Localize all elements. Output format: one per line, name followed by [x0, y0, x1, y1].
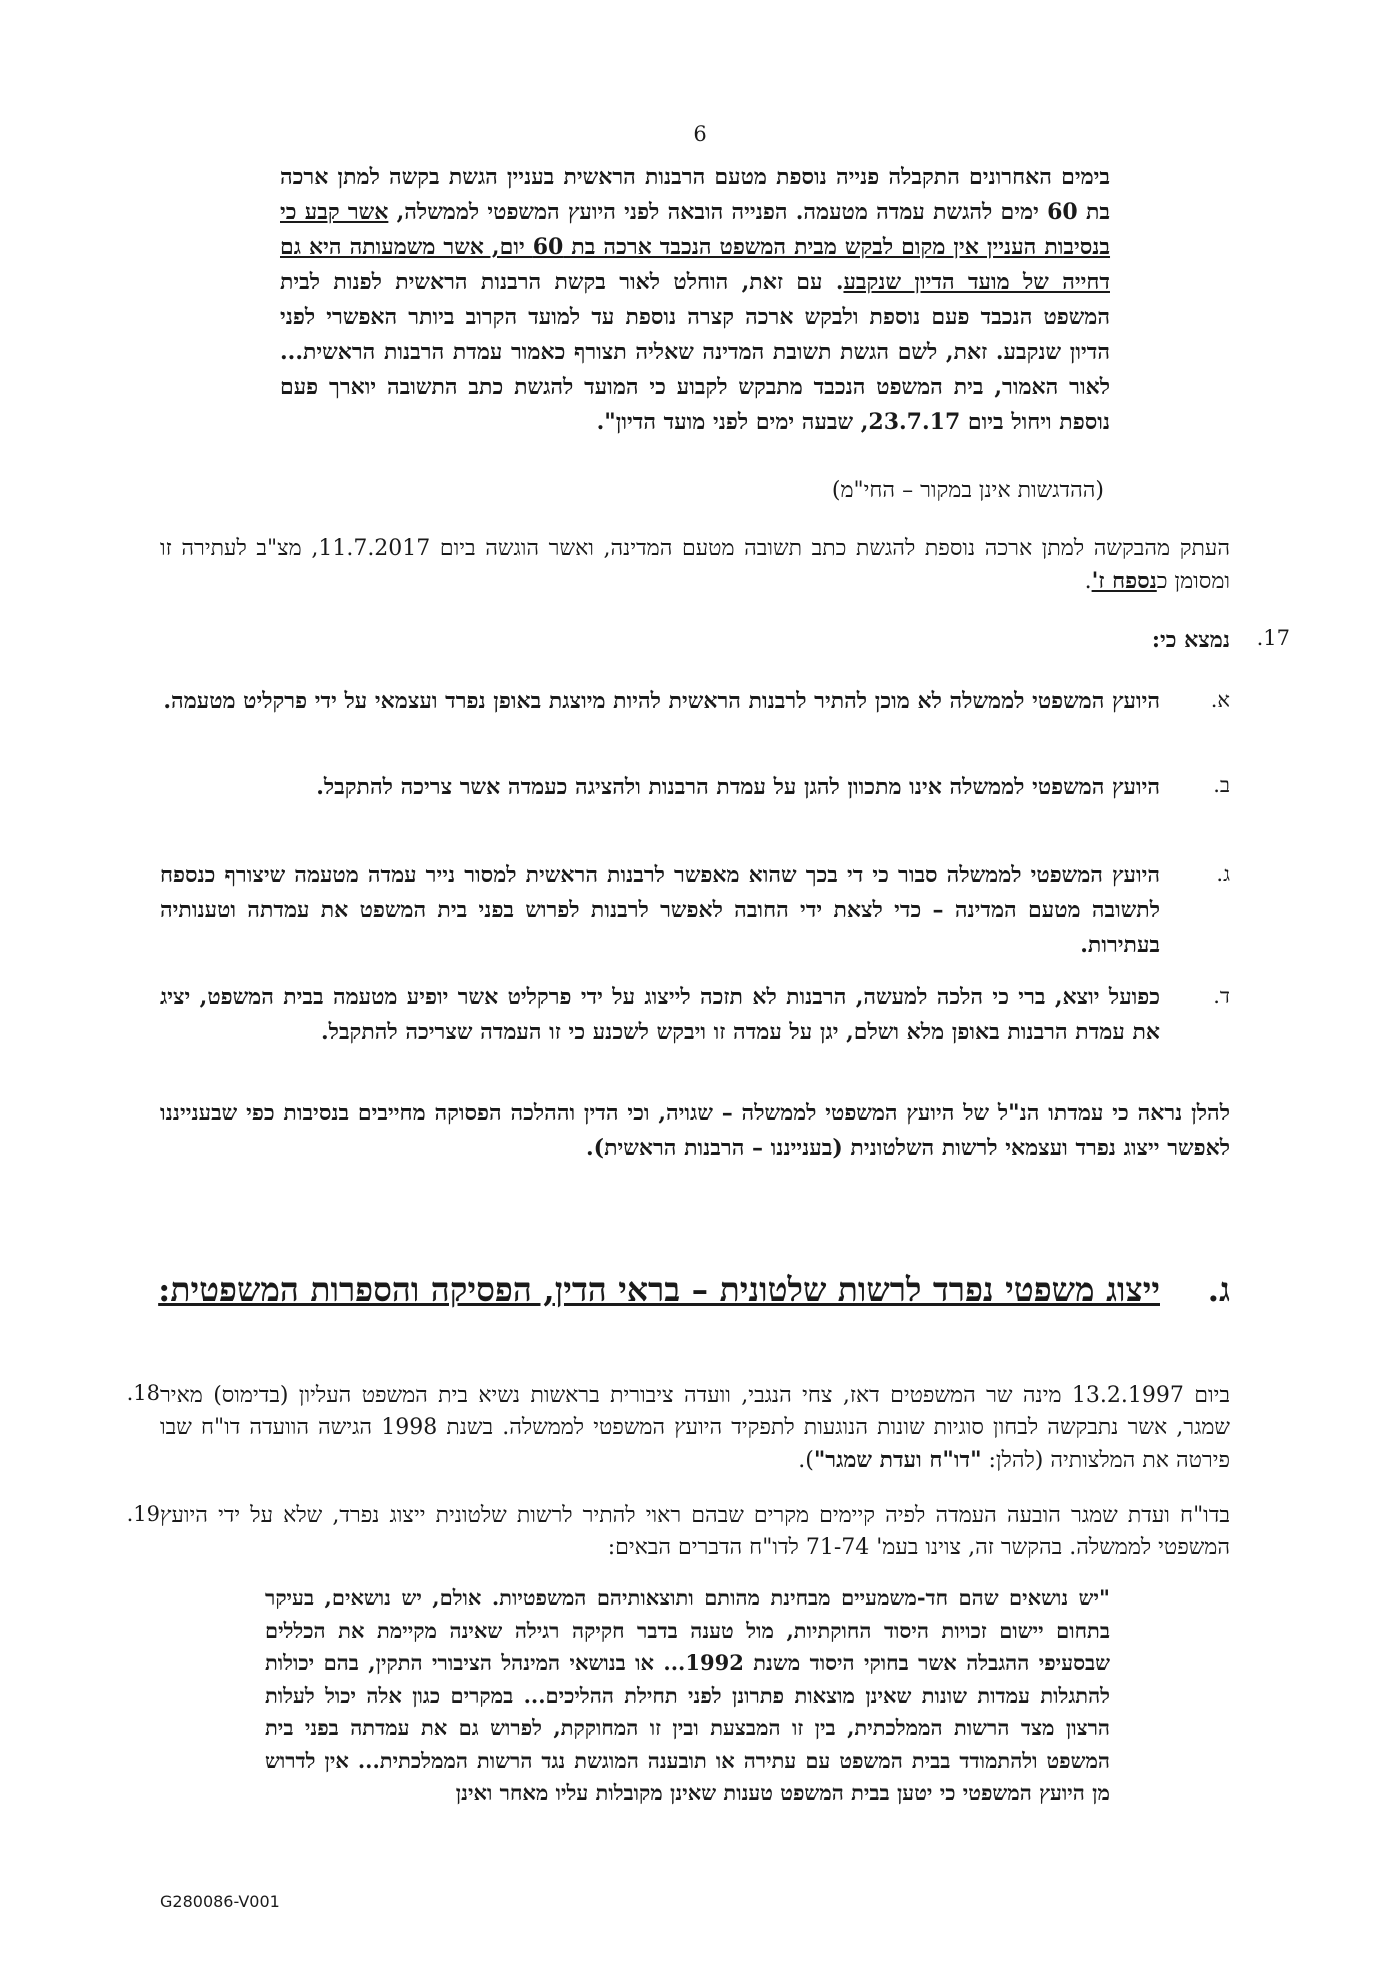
item-label-d: ד.: [1213, 984, 1230, 1008]
quote-text-part1: בימים האחרונים התקבלה פנייה נוספת מטעם הרבנות הראשית בעניין הגשת בקשה למתן ארכה בת 60 ימים להגשת עמדה מטעמה. הפנייה הובאה לפני היועץ המשפטי לממשלה,: [280, 164, 1110, 225]
paragraph-17-title: נמצא כי:: [1151, 627, 1230, 653]
quote-text-part2: . עם זאת, הוחלט לאור בקשת הרבנות הראשית לפנות לבית המשפט הנכבד פעם נוספת ולבקש ארכה קצרה נוספת עד למועד הקרוב ביותר האפשרי לפני הדיון שנקבע. זאת, לשם הגשת תשובת המדינה שאליה תצורף כאמור עמדת הרבנות הראשית... לאור האמור, בית המשפט הנכבד מתבקש לקבוע כי המועד להגשת כתב התשובה יוארך פעם נוספת ויחול ביום 23.7.17, שבעה ימים לפני מועד הדיון".: [280, 269, 1110, 435]
paragraph-number-17: .17: [1256, 626, 1290, 650]
item-label-a: א.: [1210, 688, 1230, 712]
emphasis-note: (ההדגשות אינן במקור – החי"מ): [831, 478, 1104, 503]
paragraph-18-text: ביום 13.2.1997 מינה שר המשפטים דאז, צחי הנגבי, וועדה ציבורית בראשות נשיא בית המשפט העליון (בדימוס) מאיר שמגר, אשר נתבקשה לבחון סוגיות שונות הנוגעות לתפקיד היועץ המשפטי לממשלה. בשנת 1998 הגישה הוועדה דו"ח שבו פירטה את המלצותיה (להלן:: [160, 1383, 1230, 1473]
quoted-request-block: [280, 160, 1110, 440]
paragraph-19: בדו"ח ועדת שמגר הובעה העמדה לפיה קיימים מקרים שבהם ראוי להתיר לרשות שלטונית ייצוג נפרד, שלא על ידי היועץ המשפטי לממשלה. בהקשר זה, צוינו בעמ' 71-74 לדו"ח הדברים הבאים:: [160, 1503, 1230, 1560]
item-label-c: ג.: [1216, 862, 1230, 886]
paragraph-number-19: .19: [126, 1502, 160, 1526]
section-title: ייצוג משפטי נפרד לרשות שלטונית – בראי הדין, הפסיקה והספרות המשפטית:: [158, 1270, 1160, 1309]
paragraph-18: ביום 13.2.1997 מינה שר המשפטים דאז, צחי הנגבי, וועדה ציבורית בראשות נשיא בית המשפט העליון (בדימוס) מאיר שמגר, אשר נתבקשה לבחון סוגיות שונות הנוגעות לתפקיד היועץ המשפטי לממשלה. בשנת 1998 הגישה הוועדה דו"ח שבו פירטה את המלצותיה (להלן: "דו"ח ועדת שמגר").: [160, 1383, 1230, 1473]
finding-item-a: היועץ המשפטי לממשלה לא מוכן להתיר לרבנות הראשית להיות מיוצגת באופן נפרד ועצמאי על ידי פרקליט מטעמה.: [163, 688, 1160, 714]
quote-underlined-text: אשר קבע כי בנסיבות העניין אין מקום לבקש מבית המשפט הנכבד ארכה בת 60 יום, אשר משמעותה היא גם דחייה של מועד הדיון שנקבע: [280, 199, 1111, 295]
page-number: 6: [693, 122, 707, 146]
finding-item-c: היועץ המשפטי לממשלה סבור כי די בכך שהוא מאפשר לרבנות הראשית למסור נייר עמדה מטעמה שיצורף כנספח לתשובה מטעם המדינה – כדי לצאת ידי החובה לאפשר לרבנות לפרוש בפני בית המשפט את עמדתה וטענותיה בעתירות.: [160, 862, 1160, 958]
section-heading: [150, 1268, 1230, 1312]
document-code: G280086-V001: [160, 1892, 280, 1911]
finding-item-b: היועץ המשפטי לממשלה אינו מתכוון להגן על עמדת הרבנות ולהציגה כעמדה אשר צריכה להתקבל.: [316, 774, 1160, 800]
finding-item-d: כפועל יוצא, ברי כי הלכה למעשה, הרבנות לא תזכה לייצוג על ידי פרקליט אשר יופיע מטעמה בבית המשפט, יציג את עמדת הרבנות באופן מלא ושלם, יגן על עמדה זו ויבקש לשכנע כי זו העמדה שצריכה להתקבל.: [160, 984, 1160, 1045]
shamgar-report-quote: "יש נושאים שהם חד-משמעיים מבחינת מהותם ותוצאותיהם המשפטיות. אולם, יש נושאים, בעיקר בתחום יישום זכויות היסוד החוקתיות, מול טענה בדבר חקיקה רגילה שאינה מקיימת את הכללים שבסעיפי ההגבלה אשר בחוקי היסוד משנת 1992... או בנושאי המינהל הציבורי התקין, בהם יכולות להתגלות עמדות שונות שאינן מוצאות פתרונן לפני תחילת ההליכים... במקרים כגון אלה יכול לעלות הרצון מצד הרשות הממלכתית, בין זו המבצעת ובין זו המחוקקת, לפרוש גם את עמדתה בפני בית המשפט ולהתמודד בבית המשפט עם עתירה או תובענה המוגשת נגד הרשות הממלכתית... אין לדרוש מן היועץ המשפטי כי יטען בבית המשפט טענות שאינן מקובלות עליו מאחר ואינן: [265, 1585, 1111, 1805]
paragraph-number-18: .18: [126, 1381, 160, 1405]
conclusion-paragraph: להלן נראה כי עמדתו הנ"ל של היועץ המשפטי לממשלה – שגויה, וכי הדין וההלכה הפסוקה מחייבים בנסיבות כפי שבענייננו לאפשר ייצוג נפרד ועצמאי לרשות השלטונית (בענייננו – הרבנות הראשית).: [160, 1100, 1230, 1161]
copy-paragraph: העתק מהבקשה למתן ארכה נוספת להגשת כתב תשובה מטעם המדינה, ואשר הוגשה ביום 11.7.2017, מצ"ב לעתירה זו ומסומן כנספח ז'.: [160, 536, 1230, 594]
item-label-b: ב.: [1213, 773, 1230, 797]
section-label: ג.: [1207, 1270, 1230, 1309]
shamgar-report-term: "דו"ח ועדת שמגר": [813, 1447, 982, 1473]
copy-paragraph-text: העתק מהבקשה למתן ארכה נוספת להגשת כתב תשובה מטעם המדינה, ואשר הוגשה ביום 11.7.2017, מצ"ב לעתירה זו ומסומן כ: [160, 536, 1230, 594]
annex-reference: נספח ז': [1091, 568, 1157, 594]
